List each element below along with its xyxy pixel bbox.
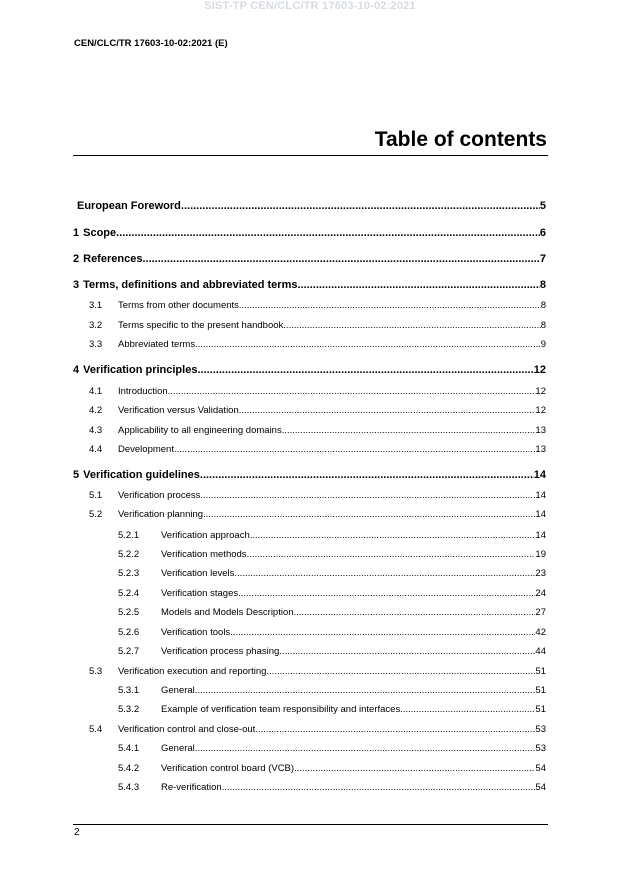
toc-entry-page: 8 xyxy=(540,300,546,311)
toc-entry-page: 14 xyxy=(535,509,546,520)
toc-entry-page: 13 xyxy=(535,425,546,436)
toc-leader-dots xyxy=(294,763,535,774)
toc-leader-dots xyxy=(142,253,539,265)
toc-entry[interactable] xyxy=(73,339,546,350)
toc-entry-page: 42 xyxy=(535,627,546,638)
toc-entry[interactable] xyxy=(73,279,546,291)
toc-entry[interactable] xyxy=(73,704,546,715)
toc-entry[interactable] xyxy=(73,425,546,436)
toc-entry-title: Verification levels xyxy=(161,568,235,579)
toc-entry-page: 8 xyxy=(539,279,546,291)
toc-entry-number: 4.1 xyxy=(89,386,103,397)
toc-entry[interactable] xyxy=(73,549,546,560)
toc-entry-title: Verification execution and reporting xyxy=(118,666,267,677)
toc-entry-number: 3 xyxy=(73,279,80,291)
toc-entry-number: 5.2.7 xyxy=(118,646,140,657)
toc-entry-title: Scope xyxy=(83,227,117,239)
toc-leader-dots xyxy=(181,200,540,212)
toc-entry-title: Verification versus Validation xyxy=(118,405,239,416)
toc-leader-dots xyxy=(239,300,541,311)
toc-entry-title: Verification guidelines xyxy=(83,469,200,481)
toc-leader-dots xyxy=(174,444,535,455)
toc-entry[interactable] xyxy=(73,685,546,696)
toc-entry-title: General xyxy=(161,685,195,696)
toc-entry-page: 14 xyxy=(535,530,546,541)
toc-leader-dots xyxy=(247,549,536,560)
toc-entry-page: 7 xyxy=(539,253,546,265)
toc-entry-page: 54 xyxy=(535,782,546,793)
toc-entry-page: 5 xyxy=(539,200,546,212)
toc-entry-number: 5.3.1 xyxy=(118,685,140,696)
toc-entry-number: 5.4.2 xyxy=(118,763,140,774)
toc-entry-page: 12 xyxy=(533,364,546,376)
toc-entry-title: Verification control board (VCB) xyxy=(161,763,295,774)
toc-leader-dots xyxy=(200,469,534,481)
toc-entry[interactable] xyxy=(73,763,546,774)
toc-entry-number: 5.2.3 xyxy=(118,568,140,579)
toc-entry-page: 51 xyxy=(535,685,546,696)
toc-entry-number: 4.4 xyxy=(89,444,103,455)
toc-leader-dots xyxy=(279,646,535,657)
toc-entry-page: 51 xyxy=(535,704,546,715)
toc-leader-dots xyxy=(197,364,533,376)
toc-entry[interactable] xyxy=(73,568,546,579)
toc-entry-page: 19 xyxy=(535,549,546,560)
toc-leader-dots xyxy=(283,320,540,331)
toc-leader-dots xyxy=(400,704,535,715)
toc-entry[interactable] xyxy=(73,200,546,212)
toc-leader-dots xyxy=(266,666,535,677)
toc-entry[interactable] xyxy=(73,227,546,239)
toc-entry[interactable] xyxy=(73,253,546,265)
toc-entry-number: 5.2.1 xyxy=(118,530,140,541)
toc-entry[interactable] xyxy=(73,530,546,541)
toc-entry-page: 12 xyxy=(535,405,546,416)
toc-entry[interactable] xyxy=(73,444,546,455)
toc-entry[interactable] xyxy=(73,364,546,376)
toc-entry-page: 6 xyxy=(539,227,546,239)
toc-entry-page: 23 xyxy=(535,568,546,579)
toc-leader-dots xyxy=(195,685,536,696)
toc-entry-title: Verification principles xyxy=(83,364,198,376)
toc-leader-dots xyxy=(239,405,536,416)
toc-entry-title: Applicability to all engineering domains xyxy=(118,425,282,436)
toc-entry[interactable] xyxy=(73,405,546,416)
toc-entry-title: Verification tools xyxy=(161,627,231,638)
toc-entry-number: 5.2.6 xyxy=(118,627,140,638)
toc-entry[interactable] xyxy=(73,509,546,520)
toc-leader-dots xyxy=(195,339,541,350)
toc-entry-title: Verification stages xyxy=(161,588,239,599)
toc-entry-page: 51 xyxy=(535,666,546,677)
toc-entry-number: 5 xyxy=(73,469,80,481)
toc-leader-dots xyxy=(168,386,536,397)
page-number: 2 xyxy=(74,827,80,838)
toc-entry[interactable] xyxy=(73,627,546,638)
toc-entry-number: 4 xyxy=(73,364,80,376)
toc-entry-title: Verification planning xyxy=(118,509,204,520)
toc-entry[interactable] xyxy=(73,607,546,618)
toc-entry-title: Verification control and close-out xyxy=(118,724,256,735)
toc-entry-number: 5.2.2 xyxy=(118,549,140,560)
toc-entry-title: General xyxy=(161,743,195,754)
toc-leader-dots xyxy=(250,530,536,541)
toc-entry-number: 5.4.3 xyxy=(118,782,140,793)
toc-leader-dots xyxy=(282,425,536,436)
toc-leader-dots xyxy=(203,509,535,520)
toc-entry-title: Verification process xyxy=(118,490,201,501)
toc-entry[interactable] xyxy=(73,724,546,735)
toc-entry-number: 3.2 xyxy=(89,320,103,331)
toc-entry-title: Verification methods xyxy=(161,549,247,560)
toc-entry-page: 27 xyxy=(535,607,546,618)
toc-entry[interactable] xyxy=(73,646,546,657)
toc-entry-number: 5.4.1 xyxy=(118,743,140,754)
toc-entry-number: 4.2 xyxy=(89,405,103,416)
toc-entry-page: 53 xyxy=(535,724,546,735)
toc-entry[interactable] xyxy=(73,743,546,754)
toc-entry[interactable] xyxy=(73,469,546,481)
toc-entry-number: 5.2 xyxy=(89,509,103,520)
toc-entry-page: 12 xyxy=(535,386,546,397)
toc-entry-title: Introduction xyxy=(118,386,168,397)
toc-entry-page: 44 xyxy=(535,646,546,657)
toc-entry[interactable] xyxy=(73,386,546,397)
toc-leader-dots xyxy=(222,782,536,793)
toc-entry[interactable] xyxy=(73,300,546,311)
toc-entry-page: 13 xyxy=(535,444,546,455)
document-id: CEN/CLC/TR 17603-10-02:2021 (E) xyxy=(74,38,228,49)
toc-entry-page: 24 xyxy=(535,588,546,599)
toc-entry-title: Abbreviated terms xyxy=(118,339,196,350)
toc-entry-number: 5.3.2 xyxy=(118,704,140,715)
toc-entry-number: 5.2.4 xyxy=(118,588,140,599)
toc-entry-title: Verification approach xyxy=(161,530,250,541)
toc-entry[interactable] xyxy=(73,490,546,501)
toc-entry-number: 5.3 xyxy=(89,666,103,677)
toc-leader-dots xyxy=(297,279,539,291)
toc-entry-page: 14 xyxy=(535,490,546,501)
toc-entry-number: 5.1 xyxy=(89,490,103,501)
toc-entry-title: Re-verification xyxy=(161,782,222,793)
toc-entry-title: Terms, definitions and abbreviated terms xyxy=(83,279,298,291)
toc-entry-page: 9 xyxy=(540,339,546,350)
toc-leader-dots xyxy=(200,490,535,501)
toc-leader-dots xyxy=(238,588,535,599)
toc-entry[interactable] xyxy=(73,320,546,331)
toc-entry[interactable] xyxy=(73,782,546,793)
toc-leader-dots xyxy=(195,743,536,754)
toc-entry-title: Models and Models Description xyxy=(161,607,294,618)
toc-entry-title: Terms from other documents xyxy=(118,300,239,311)
toc-leader-dots xyxy=(294,607,536,618)
toc-entry[interactable] xyxy=(73,666,546,677)
toc-entry[interactable] xyxy=(73,588,546,599)
toc-entry-number: 4.3 xyxy=(89,425,103,436)
toc-entry-number: 5.4 xyxy=(89,724,103,735)
toc-entry-title: Development xyxy=(118,444,174,455)
toc-entry-number: 1 xyxy=(73,227,80,239)
watermark: SIST-TP CEN/CLC/TR 17603-10-02:2021 xyxy=(204,0,416,12)
toc-entry-title: Verification process phasing xyxy=(161,646,280,657)
toc-entry-number: 3.1 xyxy=(89,300,103,311)
toc-entry-number: 5.2.5 xyxy=(118,607,140,618)
toc-entry-number: 2 xyxy=(73,253,80,265)
toc-leader-dots xyxy=(234,568,535,579)
heading-divider xyxy=(73,155,548,156)
toc-entry-page: 8 xyxy=(540,320,546,331)
toc-entry-page: 53 xyxy=(535,743,546,754)
page-title: Table of contents xyxy=(374,128,547,151)
toc-entry-number: 3.3 xyxy=(89,339,103,350)
toc-leader-dots xyxy=(230,627,535,638)
toc-entry-title: European Foreword xyxy=(77,200,181,212)
toc-entry-title: Example of verification team responsibility and interfaces xyxy=(161,704,401,715)
toc-leader-dots xyxy=(255,724,535,735)
toc-entry-page: 14 xyxy=(533,469,546,481)
toc-entry-title: References xyxy=(83,253,143,265)
toc-entry-page: 54 xyxy=(535,763,546,774)
toc-entry-title: Terms specific to the present handbook xyxy=(118,320,284,331)
toc-leader-dots xyxy=(116,227,540,239)
footer-divider xyxy=(73,824,548,825)
